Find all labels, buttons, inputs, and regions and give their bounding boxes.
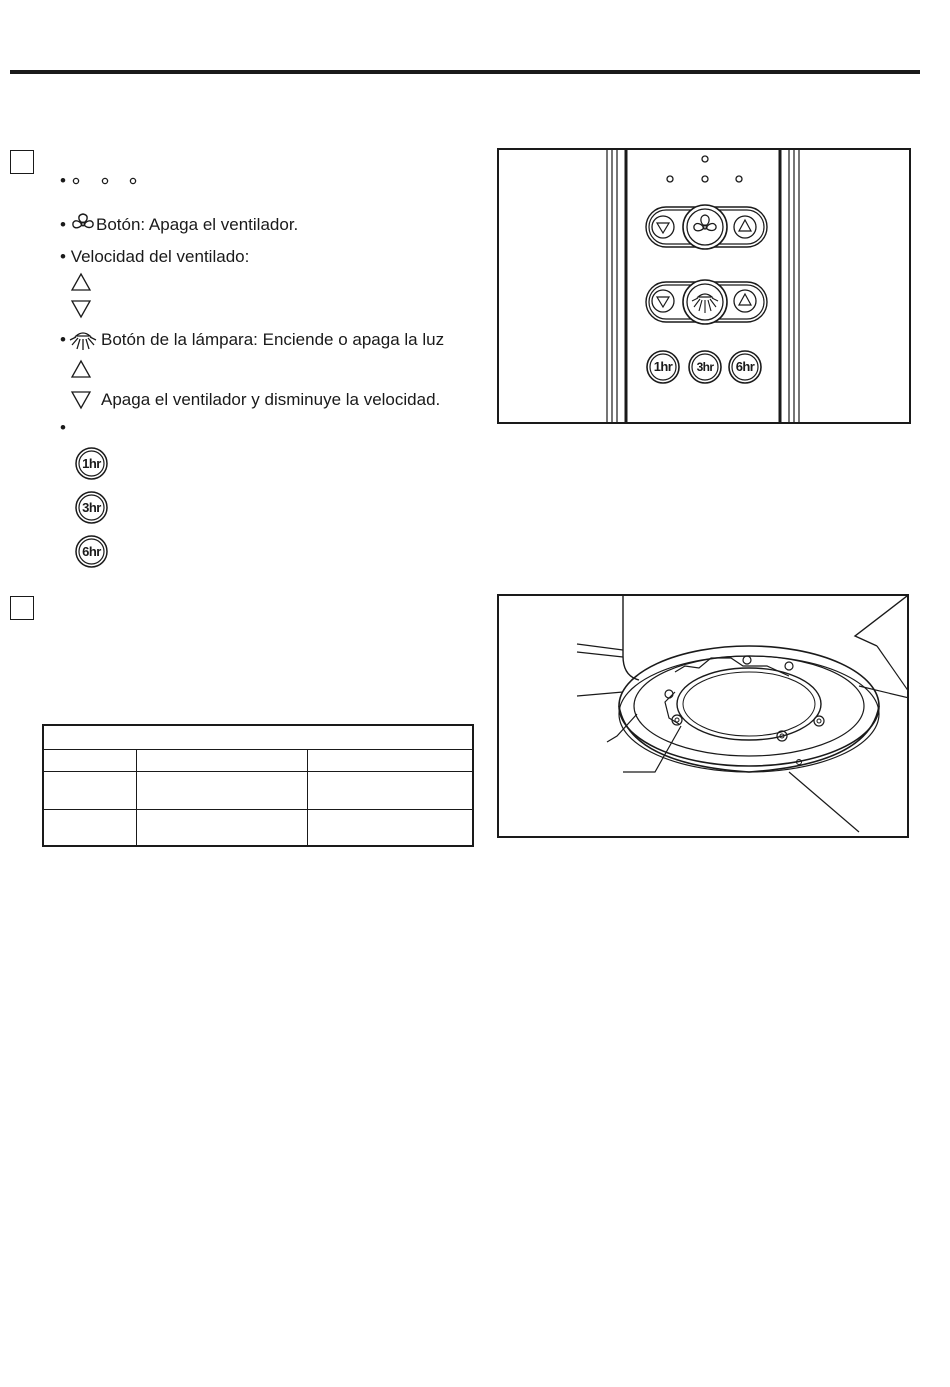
- fan-housing-drawing: [499, 596, 907, 836]
- table-cell: [43, 749, 137, 771]
- table-cell: [308, 809, 474, 846]
- timer-icon: [75, 447, 108, 480]
- speed-heading: [60, 247, 249, 267]
- table-row: [43, 809, 473, 846]
- timer-6hr-label: 6hr: [82, 544, 101, 559]
- indicator-bullet: •: [60, 171, 66, 190]
- table-cell: [137, 809, 308, 846]
- step-1-box: [10, 150, 34, 174]
- down-button-text: Apaga el ventilador y disminuye la velocidad.: [101, 390, 441, 409]
- remote-drawing: [499, 150, 909, 422]
- timer-icon: [75, 491, 108, 524]
- table-row: [43, 749, 473, 771]
- table-header-row: [43, 725, 473, 749]
- remote-timer-6hr-label: 6hr: [735, 359, 755, 374]
- table-cell: [308, 749, 474, 771]
- speed-bullet: •: [60, 247, 66, 266]
- table-cell: [137, 749, 308, 771]
- light-icon: [69, 328, 97, 352]
- top-rule: [10, 70, 920, 74]
- fan-housing-figure: [497, 594, 909, 838]
- timer-3hr-label: 3hr: [82, 500, 101, 515]
- indicator-dots-icon: [68, 174, 148, 188]
- down-triangle-icon: [70, 390, 92, 410]
- table-cell: [43, 771, 137, 809]
- speed-heading-text: Velocidad del ventilado:: [70, 247, 250, 266]
- table-cell: [137, 771, 308, 809]
- fan-bullet: •: [60, 215, 66, 234]
- table-cell: [308, 771, 474, 809]
- remote-timer-1hr-label: 1hr: [653, 359, 673, 374]
- timer-1hr-label: 1hr: [82, 456, 101, 471]
- light-button-text: Botón de la lámpara: Enciende o apaga la luz: [101, 330, 445, 349]
- spec-table: [42, 724, 474, 847]
- light-bullet: •: [60, 330, 66, 349]
- table-row: [43, 771, 473, 809]
- remote-timer-3hr-label: 3hr: [696, 360, 714, 374]
- fan-off-text: Botón: Apaga el ventilador.: [96, 215, 299, 234]
- fan-icon: [71, 212, 95, 236]
- up-triangle-icon: [70, 359, 92, 379]
- timer-bullet: •: [60, 418, 66, 437]
- remote-figure: [497, 148, 911, 424]
- down-triangle-icon: [70, 299, 92, 319]
- table-cell: [43, 809, 137, 846]
- timer-icon: [75, 535, 108, 568]
- up-triangle-icon: [70, 272, 92, 292]
- table-cell: [43, 725, 473, 749]
- step-2-box: [10, 596, 34, 620]
